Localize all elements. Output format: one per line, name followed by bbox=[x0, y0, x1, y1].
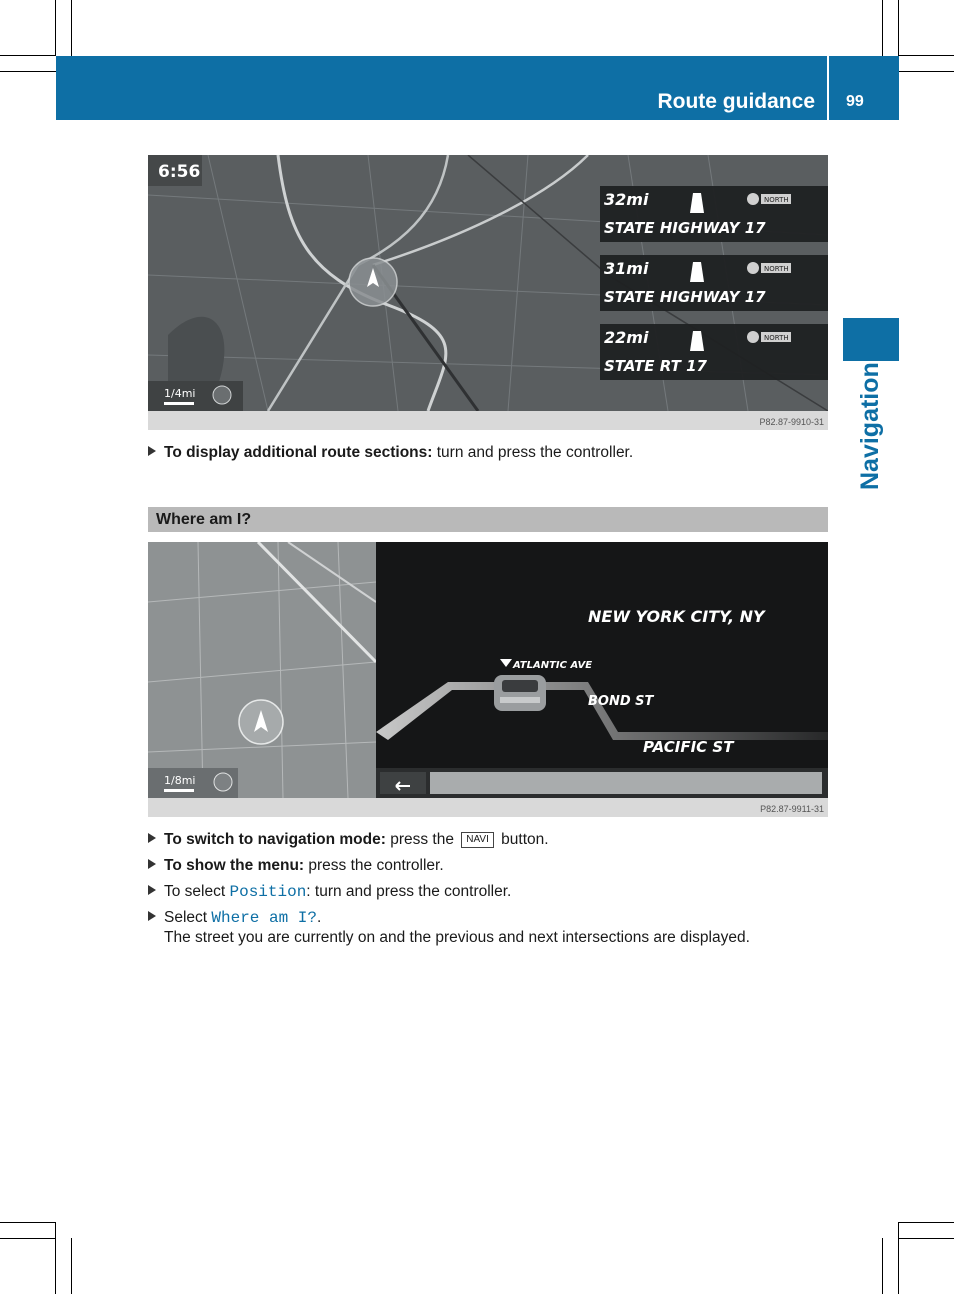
section-heading: Where am I? bbox=[156, 511, 252, 528]
bullet-arrow-icon bbox=[148, 859, 156, 869]
crop-mark bbox=[899, 55, 954, 56]
city-name: NEW YORK CITY, NY bbox=[588, 607, 765, 626]
crop-mark bbox=[0, 1238, 56, 1239]
route-sections-screenshot bbox=[148, 155, 828, 430]
menu-item-reference: Position bbox=[229, 883, 307, 901]
section-title: Route guidance bbox=[657, 90, 815, 113]
next-intersection: PACIFIC ST bbox=[643, 738, 734, 756]
route-distance: 31mi bbox=[604, 259, 649, 278]
header-divider bbox=[827, 56, 829, 120]
route-road: STATE RT 17 bbox=[604, 357, 707, 375]
crop-mark bbox=[0, 1222, 56, 1223]
route-section-panel bbox=[600, 186, 828, 242]
step-text: press the bbox=[385, 831, 454, 848]
step-label: To show the menu: bbox=[164, 857, 305, 874]
navi-key-icon: NAVI bbox=[461, 832, 494, 848]
step-text: : turn and press the controller. bbox=[306, 883, 512, 900]
clock-display: 6:56 bbox=[158, 162, 201, 182]
bullet-arrow-icon bbox=[148, 885, 156, 895]
map-scale: 1/4mi bbox=[164, 387, 196, 400]
crop-mark bbox=[0, 55, 56, 56]
crop-mark bbox=[882, 1238, 883, 1294]
crop-mark bbox=[71, 1238, 72, 1294]
crop-mark bbox=[899, 1222, 954, 1223]
direction-badge: NORTH bbox=[764, 196, 789, 204]
bullet-arrow-icon bbox=[148, 911, 156, 921]
map-scale: 1/8mi bbox=[164, 774, 196, 787]
compass-icon bbox=[214, 773, 232, 791]
vehicle-icon bbox=[494, 675, 546, 711]
section-heading-bar bbox=[148, 507, 828, 532]
map-view bbox=[148, 155, 828, 411]
crop-mark bbox=[898, 1222, 899, 1294]
chapter-label: Navigation bbox=[856, 362, 884, 490]
route-road: STATE HIGHWAY 17 bbox=[604, 219, 766, 237]
route-shield-icon bbox=[747, 193, 759, 205]
route-distance: 22mi bbox=[604, 328, 649, 347]
compass-icon bbox=[213, 386, 231, 404]
crop-mark bbox=[55, 0, 56, 56]
step-label: To switch to navigation mode: bbox=[164, 831, 386, 848]
step-label: To display additional route sections: bbox=[164, 444, 433, 461]
step-text: . bbox=[317, 909, 322, 926]
figure-reference: P82.87-9911-31 bbox=[760, 804, 824, 814]
route-section-panel bbox=[600, 324, 828, 380]
instruction-step bbox=[148, 443, 633, 463]
route-road: STATE HIGHWAY 17 bbox=[604, 288, 766, 306]
crop-mark bbox=[55, 1222, 56, 1294]
instruction-step bbox=[148, 882, 511, 902]
current-street: BOND ST bbox=[588, 694, 654, 709]
step-text: press the controller. bbox=[304, 857, 444, 874]
previous-intersection: ATLANTIC AVE bbox=[513, 660, 593, 671]
route-shield-icon bbox=[747, 331, 759, 343]
step-text: Select bbox=[164, 909, 212, 926]
instruction-step bbox=[148, 856, 444, 876]
instruction-step bbox=[148, 908, 321, 928]
bullet-arrow-icon bbox=[148, 446, 156, 456]
crop-mark bbox=[899, 71, 954, 72]
route-distance: 32mi bbox=[604, 190, 649, 209]
direction-badge: NORTH bbox=[764, 334, 789, 342]
page-number: 99 bbox=[846, 93, 864, 110]
crop-mark bbox=[899, 1238, 954, 1239]
instruction-step bbox=[148, 830, 549, 850]
route-shield-icon bbox=[747, 262, 759, 274]
position-view bbox=[148, 542, 828, 798]
route-section-panel bbox=[600, 255, 828, 311]
where-am-i-screenshot bbox=[148, 542, 828, 817]
crop-mark bbox=[898, 0, 899, 56]
menu-item-reference: Where am I? bbox=[211, 909, 318, 927]
step-text: turn and press the controller. bbox=[432, 444, 634, 461]
page-header bbox=[56, 56, 899, 120]
bullet-arrow-icon bbox=[148, 833, 156, 843]
result-description: The street you are currently on and the previous and next intersections are displayed. bbox=[164, 929, 750, 946]
step-text: button. bbox=[496, 831, 549, 848]
crop-mark bbox=[882, 0, 883, 56]
back-button[interactable] bbox=[380, 772, 426, 794]
crop-mark bbox=[71, 0, 72, 56]
crop-mark bbox=[0, 71, 56, 72]
direction-badge: NORTH bbox=[764, 265, 789, 273]
figure-reference: P82.87-9910-31 bbox=[759, 417, 824, 427]
step-text: To select bbox=[164, 883, 230, 900]
chapter-tab bbox=[843, 318, 899, 361]
